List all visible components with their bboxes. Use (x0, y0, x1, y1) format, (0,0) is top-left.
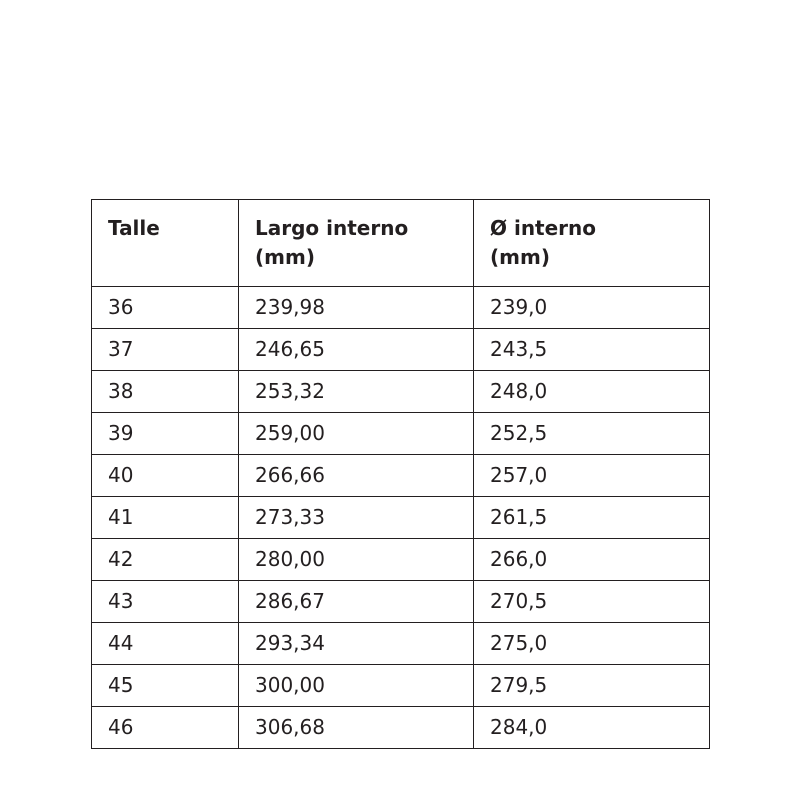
cell-largo: 286,67 (239, 581, 474, 623)
cell-diametro: 284,0 (474, 707, 710, 749)
cell-largo: 239,98 (239, 287, 474, 329)
column-header-diametro-line1: Ø interno (490, 216, 597, 240)
cell-talle: 38 (92, 371, 239, 413)
cell-talle: 36 (92, 287, 239, 329)
table-row (92, 623, 710, 665)
cell-talle: 39 (92, 413, 239, 455)
cell-largo: 259,00 (239, 413, 474, 455)
cell-diametro: 239,0 (474, 287, 710, 329)
cell-diametro: 261,5 (474, 497, 710, 539)
table-body (92, 287, 710, 749)
cell-largo: 300,00 (239, 665, 474, 707)
column-header-largo-line1: Largo interno (255, 216, 409, 240)
table-row (92, 581, 710, 623)
cell-talle: 41 (92, 497, 239, 539)
table-row (92, 371, 710, 413)
cell-largo: 293,34 (239, 623, 474, 665)
column-header-largo-line2: (mm) (255, 245, 315, 269)
table-row (92, 497, 710, 539)
cell-talle: 40 (92, 455, 239, 497)
cell-diametro: 279,5 (474, 665, 710, 707)
cell-largo: 306,68 (239, 707, 474, 749)
cell-talle: 45 (92, 665, 239, 707)
column-header-talle (92, 200, 239, 287)
cell-largo: 280,00 (239, 539, 474, 581)
cell-largo: 246,65 (239, 329, 474, 371)
table-row (92, 665, 710, 707)
header-row (92, 200, 710, 287)
cell-largo: 273,33 (239, 497, 474, 539)
cell-talle: 42 (92, 539, 239, 581)
table-row (92, 329, 710, 371)
table-header (92, 200, 710, 287)
cell-diametro: 275,0 (474, 623, 710, 665)
cell-diametro: 257,0 (474, 455, 710, 497)
table-row (92, 413, 710, 455)
column-header-diametro-interno (474, 200, 710, 287)
cell-talle: 44 (92, 623, 239, 665)
cell-diametro: 266,0 (474, 539, 710, 581)
table-row (92, 455, 710, 497)
cell-talle: 43 (92, 581, 239, 623)
cell-diametro: 248,0 (474, 371, 710, 413)
column-header-talle-line1: Talle (108, 216, 160, 240)
table-row (92, 287, 710, 329)
table-row (92, 707, 710, 749)
cell-largo: 253,32 (239, 371, 474, 413)
cell-diametro: 252,5 (474, 413, 710, 455)
column-header-diametro-line2: (mm) (490, 245, 550, 269)
cell-talle: 37 (92, 329, 239, 371)
cell-talle: 46 (92, 707, 239, 749)
cell-diametro: 270,5 (474, 581, 710, 623)
size-chart-table (91, 199, 710, 749)
column-header-largo-interno (239, 200, 474, 287)
table-row (92, 539, 710, 581)
cell-largo: 266,66 (239, 455, 474, 497)
cell-diametro: 243,5 (474, 329, 710, 371)
